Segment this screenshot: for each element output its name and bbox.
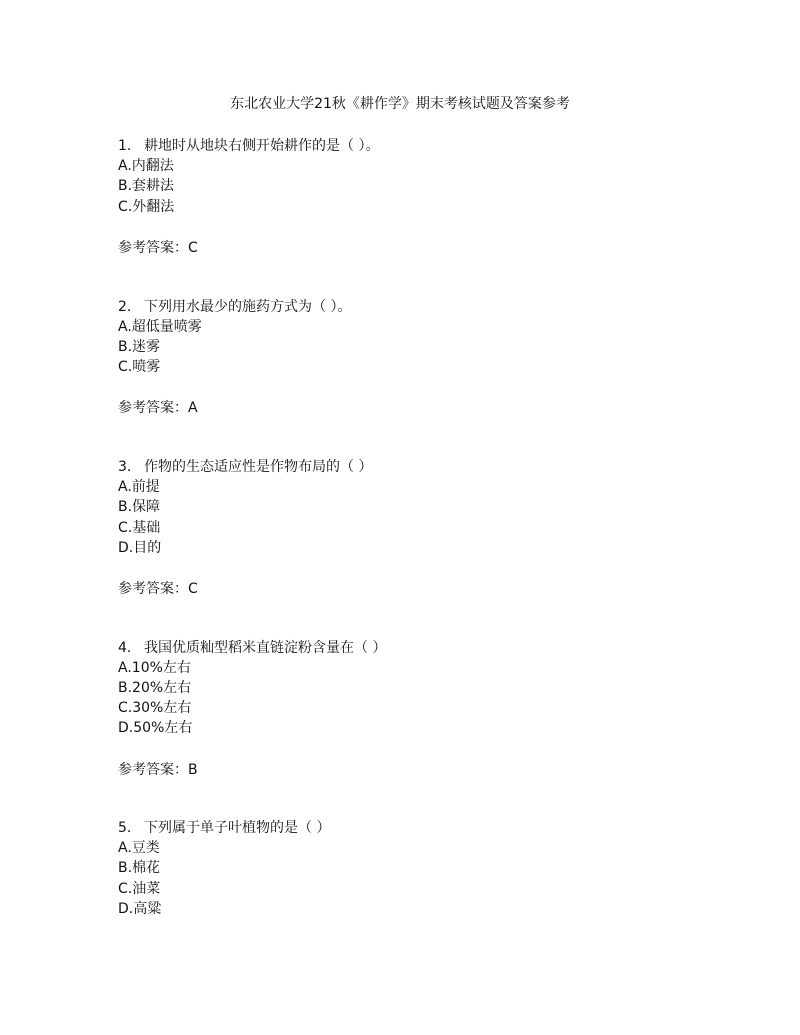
question-1-option-c: C.外翻法	[118, 199, 175, 215]
question-1-answer	[118, 238, 198, 258]
question-1-answer-value: C	[188, 240, 198, 256]
question-4-option-d: D.50%左右	[118, 720, 193, 736]
question-2-stem	[118, 297, 351, 317]
question-4-option-b: B.20%左右	[118, 680, 192, 696]
question-5-number: 5.	[118, 820, 132, 836]
question-5-stem	[118, 818, 330, 838]
question-3-option-c: C.基础	[118, 520, 161, 536]
answer-label: 参考答案：	[118, 762, 188, 778]
question-3-text: 作物的生态适应性是作物布局的（ ）	[144, 459, 373, 475]
document-title: 东北农业大学21秋《耕作学》期末考核试题及答案参考	[230, 96, 570, 112]
question-2-text: 下列用水最少的施药方式为（ ）。	[144, 299, 352, 315]
question-4-number: 4.	[118, 640, 132, 656]
answer-label: 参考答案：	[118, 400, 188, 416]
question-5-option-a: A.豆类	[118, 840, 160, 856]
question-5-option-b: B.棉花	[118, 860, 161, 876]
question-1-stem	[118, 136, 379, 156]
question-2-answer	[118, 398, 198, 418]
question-4-option-c: C.30%左右	[118, 700, 192, 716]
question-3-number: 3.	[118, 459, 132, 475]
answer-label: 参考答案：	[118, 240, 188, 256]
question-3-option-d: D.目的	[118, 540, 162, 556]
question-2-option-a: A.超低量喷雾	[118, 319, 202, 335]
question-2-option-b: B.迷雾	[118, 339, 161, 355]
question-2-answer-value: A	[188, 400, 198, 416]
question-3-option-a: A.前提	[118, 479, 160, 495]
question-3-stem	[118, 457, 372, 477]
question-1-number: 1.	[118, 138, 132, 154]
question-3-answer	[118, 579, 198, 599]
question-5-option-d: D.高粱	[118, 901, 162, 917]
question-3-answer-value: C	[188, 581, 198, 597]
question-4-answer	[118, 760, 198, 780]
question-4-text: 我国优质籼型稻米直链淀粉含量在（ ）	[144, 640, 387, 656]
question-4-option-a: A.10%左右	[118, 660, 191, 676]
question-3-option-b: B.保障	[118, 499, 161, 515]
question-4-stem	[118, 638, 386, 658]
question-2-option-c: C.喷雾	[118, 359, 161, 375]
question-1-option-b: B.套耕法	[118, 178, 175, 194]
question-1-text: 耕地时从地块右侧开始耕作的是（ ）。	[144, 138, 380, 154]
question-4-answer-value: B	[188, 762, 198, 778]
question-5-option-c: C.油菜	[118, 881, 161, 897]
question-5-text: 下列属于单子叶植物的是（ ）	[144, 820, 331, 836]
answer-label: 参考答案：	[118, 581, 188, 597]
question-1-option-a: A.内翻法	[118, 158, 174, 174]
question-2-number: 2.	[118, 299, 132, 315]
